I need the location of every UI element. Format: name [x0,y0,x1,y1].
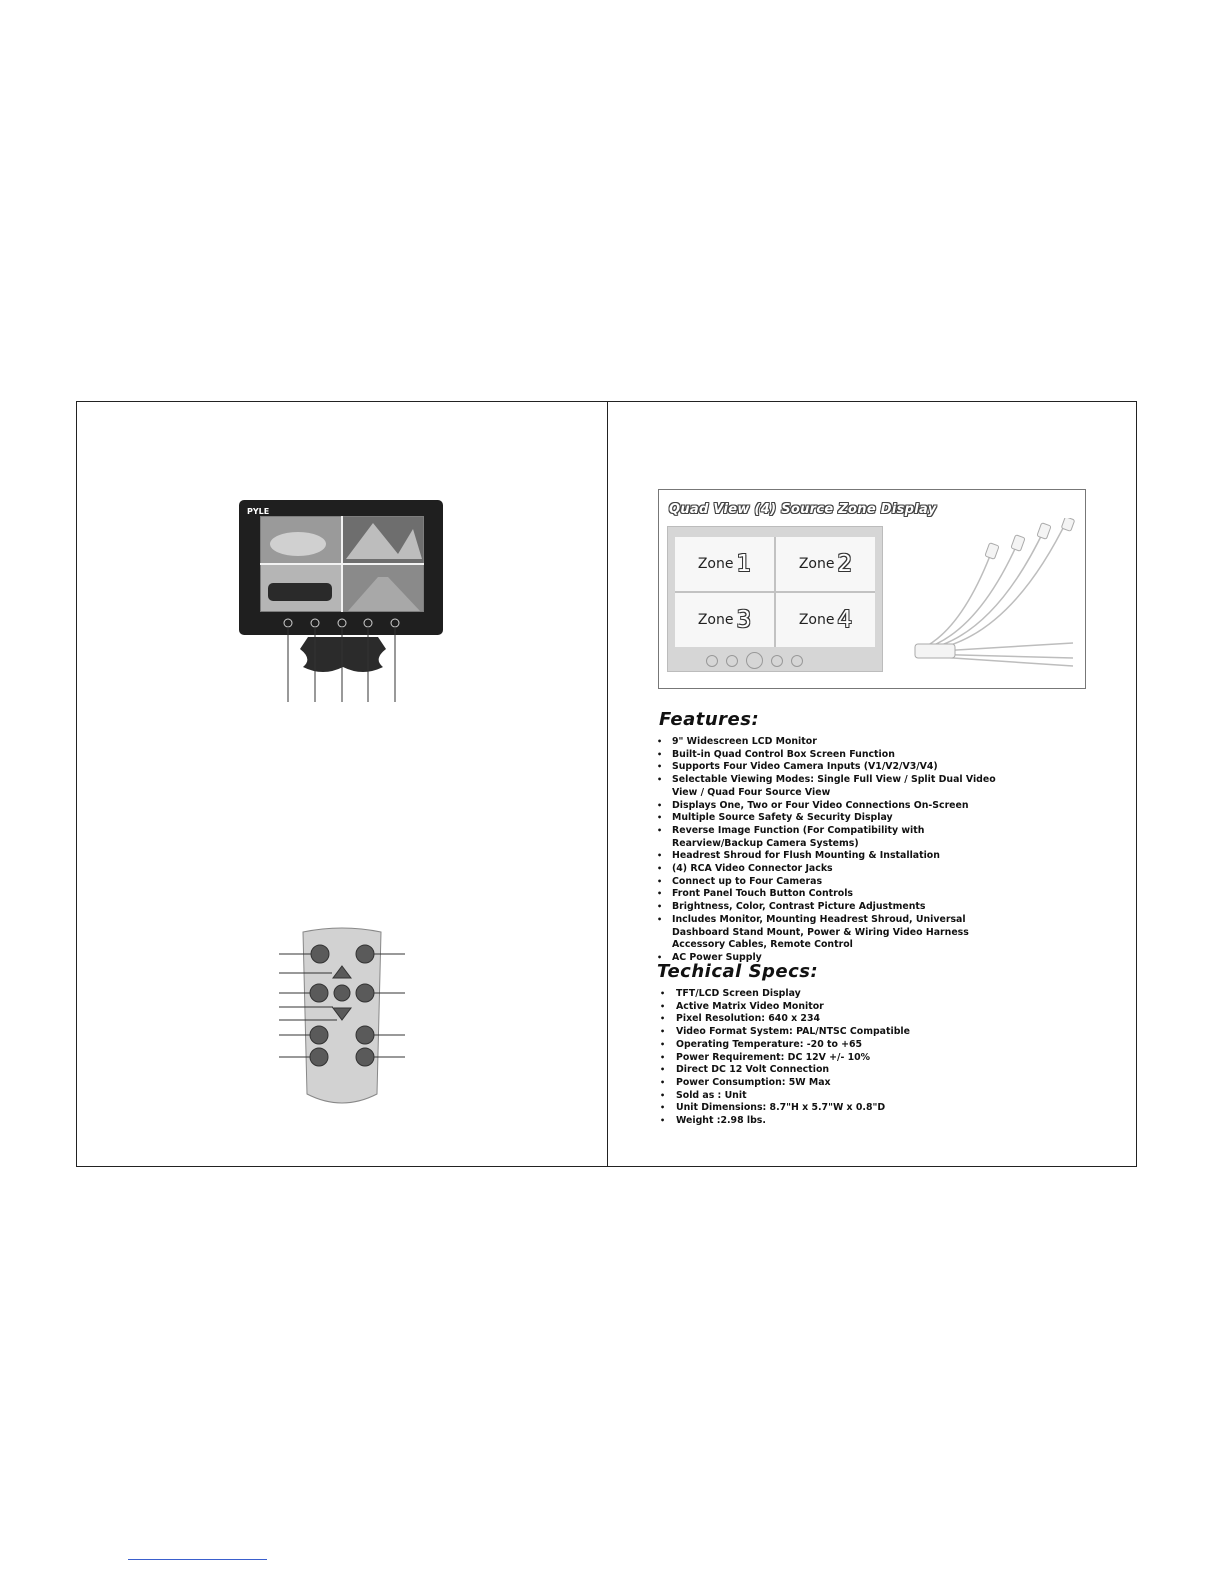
specs-heading: Techical Specs: [657,961,819,982]
zone-4-number: 4 [837,607,853,633]
quad-view-diagram [658,489,1086,689]
zone-3-label: Zone [697,612,734,628]
spec-item: • Direct DC 12 Volt Connection [660,1064,960,1077]
quad-screen [667,526,883,672]
zone-4-label: Zone [798,612,835,628]
screen-button-3 [746,652,763,669]
spec-item: • Weight :2.98 lbs. [660,1115,960,1128]
panel-divider [607,402,608,1166]
zone-3 [675,593,774,647]
monitor-brand-logo: PYLE [247,507,270,516]
spec-item: • Active Matrix Video Monitor [660,1001,960,1014]
spec-item: • Operating Temperature: -20 to +65 [660,1039,960,1052]
specs-list [660,988,960,1128]
feature-item: • Brightness, Color, Contrast Picture Adjustments [657,901,1007,914]
zone-2-number: 2 [837,551,853,577]
limo-image [268,583,332,601]
spec-item: • Power Requirement: DC 12V +/- 10% [660,1052,960,1065]
screen-button-2 [726,655,738,667]
zone-1 [675,537,774,591]
feature-item: • (4) RCA Video Connector Jacks [657,863,1007,876]
feature-item: • Includes Monitor, Mounting Headrest Shroud, Universal Dashboard Stand Mount, Power & Wiring Video Harness Accessory Cables, Remote Control [657,914,1007,952]
feature-item: • Supports Four Video Camera Inputs (V1/V2/V3/V4) [657,761,1007,774]
features-list [657,736,1007,965]
screen-button-1 [706,655,718,667]
remote-control-illustration [277,926,407,1108]
zone-2 [776,537,875,591]
feature-item: • 9" Widescreen LCD Monitor [657,736,1007,749]
zone-grid [675,537,875,647]
footer-link-underline[interactable] [128,1559,267,1560]
spec-item: • TFT/LCD Screen Display [660,988,960,1001]
features-heading: Features: [659,709,760,730]
screen-button-row [706,652,803,669]
spec-item: • Video Format System: PAL/NTSC Compatible [660,1026,960,1039]
rca-plugs [985,518,1075,559]
car-image [270,532,326,556]
feature-item: • Connect up to Four Cameras [657,876,1007,889]
spec-item: • Sold as : Unit [660,1090,960,1103]
spec-item: • Pixel Resolution: 640 x 234 [660,1013,960,1026]
zone-4 [776,593,875,647]
feature-item: • Selectable Viewing Modes: Single Full View / Split Dual Video View / Quad Four Source View [657,774,1007,799]
screen-button-5 [791,655,803,667]
feature-item: • Multiple Source Safety & Security Display [657,812,1007,825]
feature-item: • Displays One, Two or Four Video Connections On-Screen [657,800,1007,813]
diagram-title: Quad View (4) Source Zone Display [669,502,937,517]
monitor-stand [300,637,386,672]
spec-item: • Power Consumption: 5W Max [660,1077,960,1090]
screen-button-4 [771,655,783,667]
feature-item: • Built-in Quad Control Box Screen Function [657,749,1007,762]
harness-junction [915,644,955,658]
feature-item: • Reverse Image Function (For Compatibility with Rearview/Backup Camera Systems) [657,825,1007,850]
zone-1-number: 1 [736,551,752,577]
feature-item: • Front Panel Touch Button Controls [657,888,1007,901]
rca-cable-harness-illustration [883,518,1083,673]
zone-1-label: Zone [697,556,734,572]
manual-sheet [76,401,1137,1167]
spec-item: • Unit Dimensions: 8.7"H x 5.7"W x 0.8"D [660,1102,960,1115]
monitor-illustration [238,499,444,704]
zone-3-number: 3 [736,607,752,633]
zone-2-label: Zone [798,556,835,572]
feature-item: • Headrest Shroud for Flush Mounting & Installation [657,850,1007,863]
feature-item: • AC Power Supply [657,952,1007,965]
